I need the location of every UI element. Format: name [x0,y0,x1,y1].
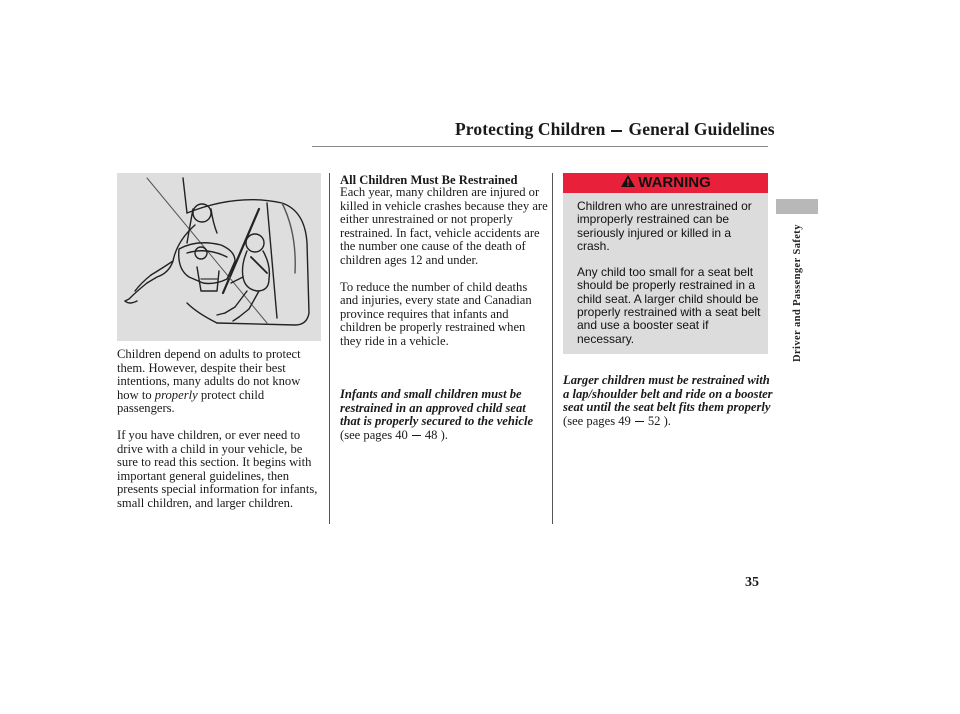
section-side-label: Driver and Passenger Safety [792,224,803,362]
emphasis-properly: properly [154,387,198,402]
range-dash [635,421,644,422]
title-dash [611,130,622,132]
child-seat-drawing [117,173,321,341]
page-ref-to: 52 [647,413,661,428]
warning-label: WARNING [563,173,768,193]
middle-column [340,186,548,349]
column-divider-left [329,173,330,524]
warning-triangle-icon [620,174,636,188]
section-tab-marker [776,199,818,214]
warning-text-1: Children who are unrestrained or improperly restrained can be seriously injured or killed in a crash. [577,199,752,253]
title-right: General Guidelines [628,119,775,139]
intro-paragraph: Children depend on adults to protect them. However, despite their best intentions, many adults do not know how to properly protect child passengers. [117,347,301,416]
title-left: Protecting Children [455,119,606,139]
warning-text [577,200,762,359]
page-ref-from: 49 [618,413,631,428]
children-paragraph: If you have children, or ever need to drive with a child in your vehicle, be sure to read this section. It begins with important general guidelines, then presents special information for infants, small children, and larger children. [117,427,318,510]
range-dash [412,435,421,436]
page-title [455,119,775,140]
larger-children-emphasis: Larger children must be restrained with a lap/shoulder belt and ride on a booster seat until the seat belt fits them properly [563,373,773,415]
page-number: 35 [745,575,759,590]
section-heading: All Children Must Be Restrained [340,173,518,187]
left-column [117,348,323,511]
larger-children-note: Larger children must be restrained with a lap/shoulder belt and ride on a booster seat until the seat belt fits them properly (see pages 49 52 ). [563,373,773,428]
page-ref-from: 40 [395,427,408,442]
warning-text-2: Any child too small for a seat belt should be properly restrained in a child seat. A larger child should be properly restrained with a seat belt and use a booster seat if necessary. [577,265,761,346]
infant-note: Infants and small children must be restrained in an approved child seat that is properly secured to the vehicle (see pages 40 48 ). [340,387,534,442]
law-paragraph: To reduce the number of child deaths and injuries, every state and Canadian province requires that infants and children be properly restrained when they ride in a vehicle. [340,279,532,348]
title-rule [312,146,768,147]
warning-banner [563,173,768,193]
statistics-paragraph: Each year, many children are injured or killed in vehicle crashes because they are either unrestrained or not properly restrained. In fact, vehicle accidents are the number one cause of the death of children ages 12 and under. [340,185,548,267]
column-divider-right [552,173,553,524]
page-ref-to: 48 [424,427,438,442]
infant-note-emphasis: Infants and small children must be restrained in an approved child seat that is properly secured to the vehicle [340,387,534,429]
child-seat-illustration [117,173,321,341]
